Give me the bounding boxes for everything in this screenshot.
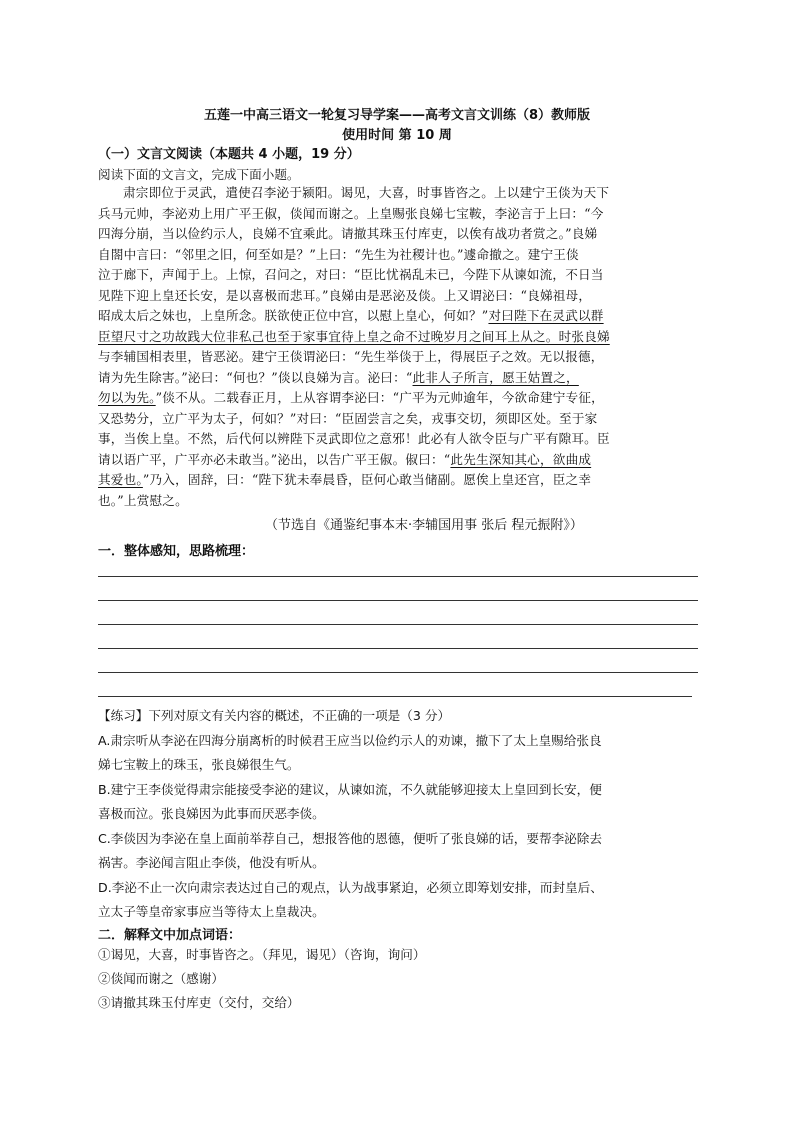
option-d-cont: 立太子等皇帝家事应当等待太上皇裁决。 xyxy=(98,904,325,919)
underlined-sentence-continued: 臣望尺寸之功故践大位非私己也至于家事宜待上皇之命不过晚岁月之间耳上从之。时张良娣 xyxy=(98,328,610,344)
passage-text: ”乃入，固辞，曰：“陛下犹未奉晨昏，臣何心敢当储副。愿俟上皇还宫，臣之幸 xyxy=(142,472,592,487)
section-heading-vocab: 二．解释文中加点词语： xyxy=(98,928,242,943)
passage-line: 见陛下迎上皇还长安，是以喜极而悲耳。”良娣由是恶泌及倓。上又谓泌曰：“良娣祖母， xyxy=(98,287,592,303)
vocab-item: ①谒见，大喜，时事皆咨之。（拜见，谒见）（咨询，询问） xyxy=(98,947,426,962)
passage-text: 请为先生除害。”泌曰：“何也？”倓以良娣为言。泌曰：“ xyxy=(98,369,413,385)
practice-question xyxy=(98,704,703,925)
passage-line: 兵马元帅，李泌劝上用广平王俶，倓闻而谢之。上皇赐张良娣七宝鞍，李泌言于上曰：“今 xyxy=(98,205,604,221)
passage-line xyxy=(98,388,698,409)
section-heading-overview: 一．整体感知，思路梳理： xyxy=(98,544,255,559)
document-title: 五莲一中高三语文一轮复习导学案——高考文言文训练（8）教师版 xyxy=(203,108,591,123)
answer-line xyxy=(98,624,698,625)
vocab-item: ③请撤其珠玉付库吏（交付，交给） xyxy=(98,995,300,1010)
option-c-cont: 祸害。李泌闻言阻止李倓，他没有听从。 xyxy=(98,855,325,870)
passage-line: 肃宗即位于灵武，遣使召李泌于颍阳。谒见，大喜，时事皆咨之。上以建宁王倓为天下 xyxy=(123,185,610,200)
document-subtitle: 使用时间 第 10 周 xyxy=(342,128,452,143)
passage-text: ”倓不从。二载春正月，上从容谓李泌曰：“广平为元帅逾年，今欲命建宁专征， xyxy=(155,390,604,405)
option-c: C.李倓因为李泌在皇上面前举荐自己，想报答他的恩德，便听了张良娣的话，要帮李泌除去 xyxy=(98,830,602,846)
underlined-sentence-end: 勿以为先。 xyxy=(98,390,156,405)
underlined-sentence: 此先生深知其心，欲曲成 xyxy=(450,451,592,467)
option-d: D.李泌不止一次向肃宗表达过自己的观点，认为战事紧迫，必须立即筹划安排，而封皇后、 xyxy=(98,879,603,895)
answer-line xyxy=(98,600,698,601)
answer-line xyxy=(98,672,698,673)
classical-passage xyxy=(98,183,698,511)
reading-instruction: 阅读下面的文言文，完成下面小题。 xyxy=(98,167,300,182)
answer-line xyxy=(98,576,698,577)
option-b-cont: 喜极而泣。张良娣因为此事而厌恶李倓。 xyxy=(98,806,325,821)
option-a: A.肃宗听从李泌在四海分崩离析的时候君王应当以俭约示人的劝谏，撤下了太上皇赐给张良 xyxy=(98,732,602,748)
passage-line xyxy=(98,368,698,389)
vocab-list xyxy=(98,943,703,1015)
passage-text: 请以语广平，广平亦必未敢当。”泌出，以告广平王俶。俶曰：“ xyxy=(98,451,451,467)
passage-line: 四海分崩，当以俭约示人，良娣不宜乘此。请撤其珠玉付库吏，以俟有战功者赏之。”良娣 xyxy=(98,226,598,241)
vocab-item: ②倓闻而谢之（感谢） xyxy=(98,971,224,986)
passage-line: 也。”上赏慰之。 xyxy=(98,492,188,508)
underlined-sentence: 对曰陛下在灵武以群 xyxy=(488,308,604,323)
answer-line xyxy=(98,696,692,697)
option-b: B.建宁王李倓觉得肃宗能接受李泌的建议，从谏如流，不久就能够迎接太上皇回到长安，便 xyxy=(98,781,602,797)
answer-line xyxy=(98,648,698,649)
passage-line: 自閤中言曰：“邻里之旧，何至如是？”上曰：“先生为社稷计也。”遽命撤之。建宁王倓 xyxy=(98,246,579,262)
passage-line: 又恐势分，立广平为太子，何如？”对曰：“臣固尝言之矣，戎事交切，须即区处。至于家 xyxy=(98,410,598,426)
passage-line xyxy=(98,450,698,471)
section-heading-reading: （一）文言文阅读（本题共 4 小题，19 分） xyxy=(98,147,360,162)
option-a-cont: 娣七宝鞍上的珠玉，张良娣很生气。 xyxy=(98,757,300,772)
passage-line: 泣于廊下，声闻于上。上惊，召问之，对曰：“臣比忧祸乱未已，今陛下从谏如流，不日当 xyxy=(98,267,604,282)
underlined-sentence: 此非人子所言，愿王姑置之， xyxy=(412,369,579,385)
passage-line: 与李辅国相表里，皆恶泌。建宁王倓谓泌曰：“先生举倓于上，得展臣子之效。无以报德， xyxy=(98,349,604,364)
passage-line xyxy=(98,306,698,327)
practice-prompt: 【练习】下列对原文有关内容的概述，不正确的一项是（3 分） xyxy=(98,708,451,723)
passage-line xyxy=(98,470,698,491)
passage-line: 事，当俟上皇。不然，后代何以辨陛下灵武即位之意邪！此必有人欲令臣与广平有隙耳。臣 xyxy=(98,431,610,446)
passage-text: 昭成太后之妹也，上皇所念。朕欲使正位中宫，以慰上皇心，何如？” xyxy=(98,308,489,323)
underlined-sentence-end: 其爱也。 xyxy=(98,472,143,487)
passage-source: （节选自《通鉴纪事本末·李辅国用事 张后 程元振附》） xyxy=(265,518,583,533)
